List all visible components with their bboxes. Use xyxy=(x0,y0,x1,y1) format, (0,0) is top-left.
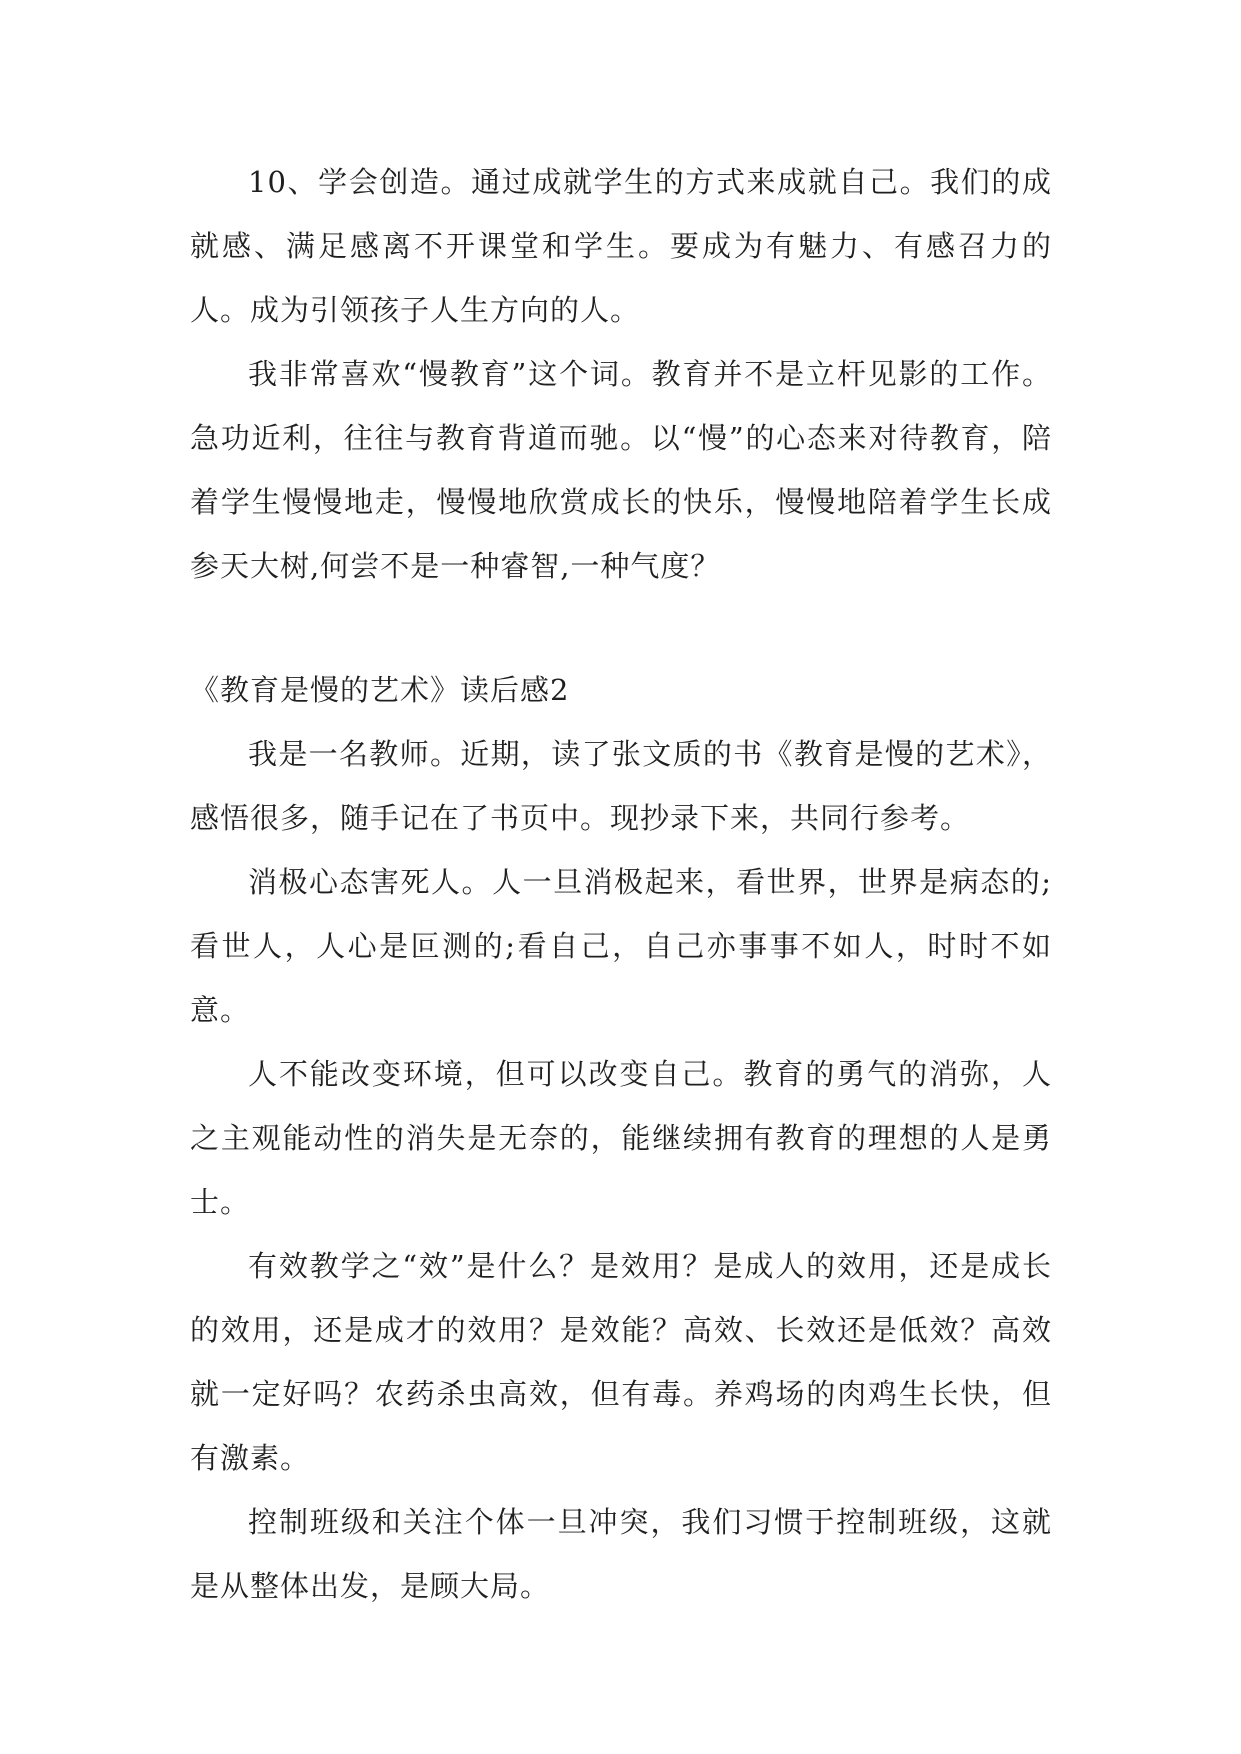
document-page xyxy=(190,150,1052,1618)
paragraph-change-yourself: 人不能改变环境，但可以改变自己。教育的勇气的消弥，人之主观能动性的消失是无奈的，能继续拥有教育的理想的人是勇士。 xyxy=(190,1057,1052,1219)
paragraph-learn-to-create: 10、学会创造。通过成就学生的方式来成就自己。我们的成就感、满足感离不开课堂和学生。要成为有魅力、有感召力的人。成为引领孩子人生方向的人。 xyxy=(190,165,1052,327)
paragraph-negative-mindset: 消极心态害死人。人一旦消极起来，看世界，世界是病态的;看世人，人心是叵测的;看自己，自己亦事事不如人，时时不如意。 xyxy=(190,865,1052,1027)
paragraph-class-control: 控制班级和关注个体一旦冲突，我们习惯于控制班级，这就是从整体出发，是顾大局。 xyxy=(190,1505,1052,1603)
paragraph-slow-education: 我非常喜欢“慢教育”这个词。教育并不是立杆见影的工作。急功近利，往往与教育背道而驰。以“慢”的心态来对待教育，陪着学生慢慢地走，慢慢地欣赏成长的快乐，慢慢地陪着学生长成参天大树,何尝不是一种睿智,一种气度？ xyxy=(190,357,1052,583)
section-title: 《教育是慢的艺术》读后感2 xyxy=(190,673,570,707)
paragraph-intro: 我是一名教师。近期，读了张文质的书《教育是慢的艺术》，感悟很多，随手记在了书页中。现抄录下来，共同行参考。 xyxy=(190,737,1052,835)
paragraph-effective-teaching: 有效教学之“效”是什么？是效用？是成人的效用，还是成长的效用，还是成才的效用？是效能？高效、长效还是低效？高效就一定好吗？农药杀虫高效，但有毒。养鸡场的肉鸡生长快，但有激素。 xyxy=(190,1249,1052,1475)
